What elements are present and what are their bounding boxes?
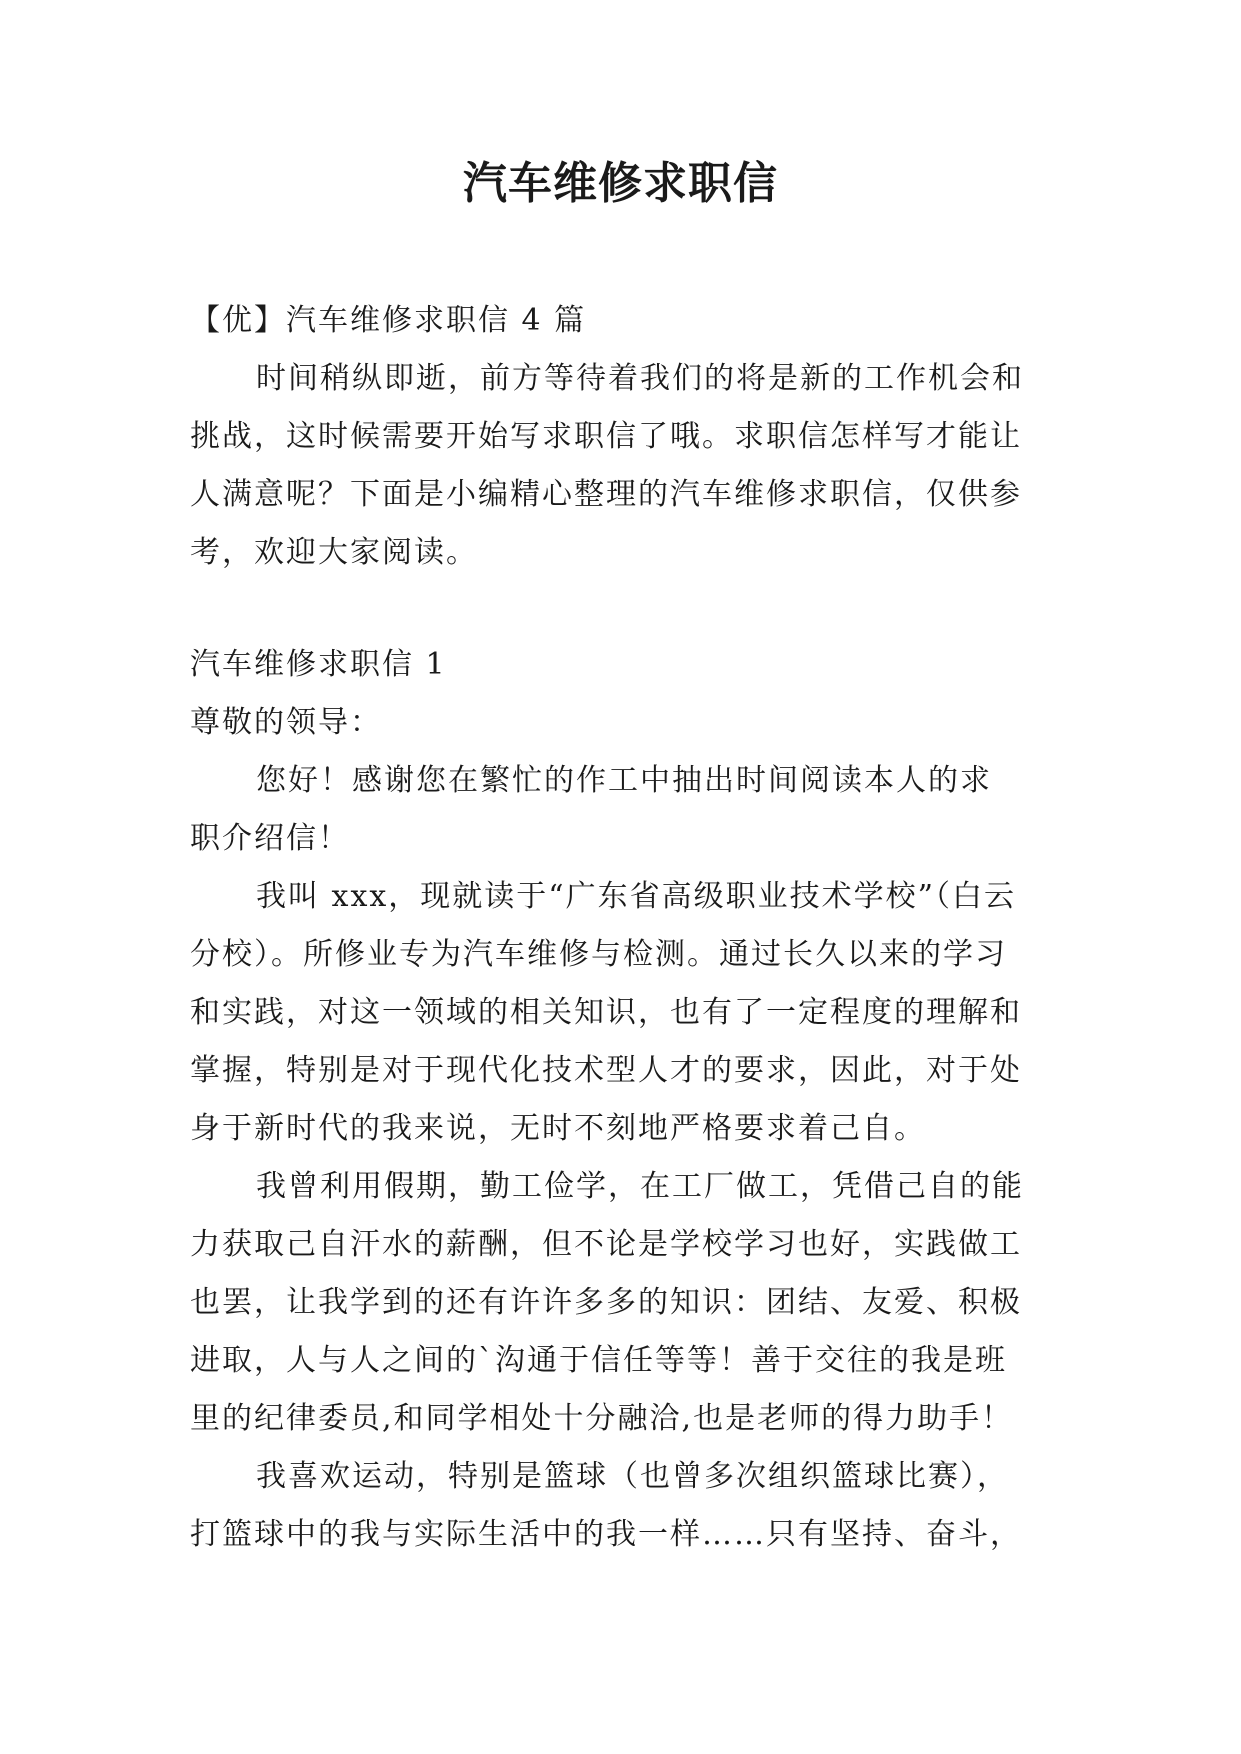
paragraph-line: 我叫 xxx，现就读于“广东省高级职业技术学校”（白云	[256, 879, 1016, 914]
paragraph-line: 掌握，特别是对于现代化技术型人才的要求，因此，对于处	[190, 1053, 1022, 1088]
section-heading: 汽车维修求职信 1	[190, 647, 447, 682]
document-title: 汽车维修求职信	[463, 158, 778, 209]
paragraph-line: 我喜欢运动，特别是篮球（也曾多次组织篮球比赛），	[256, 1459, 1009, 1494]
intro-line: 人满意呢？下面是小编精心整理的汽车维修求职信，仅供参	[190, 477, 1022, 512]
paragraph-line: 进取，人与人之间的`沟通于信任等等！善于交往的我是班	[190, 1343, 1007, 1378]
paragraph-line: 职介绍信！	[190, 821, 350, 856]
paragraph-line: 分校）。所修业专为汽车维修与检测。通过长久以来的学习	[190, 937, 1007, 972]
paragraph-line: 您好！感谢您在繁忙的作工中抽出时间阅读本人的求	[256, 763, 992, 798]
intro-block	[190, 292, 1052, 582]
intro-heading: 【优】汽车维修求职信 4 篇	[190, 303, 587, 338]
paragraph-line: 打篮球中的我与实际生活中的我一样……只有坚持、奋斗，	[190, 1517, 1022, 1552]
paragraph-line: 也罢，让我学到的还有许许多多的知识：团结、友爱、积极	[190, 1285, 1022, 1320]
paragraph	[190, 752, 1052, 868]
paragraph-line: 和实践，对这一领域的相关知识，也有了一定程度的理解和	[190, 995, 1022, 1030]
intro-line: 时间稍纵即逝，前方等待着我们的将是新的工作机会和	[256, 361, 1024, 396]
paragraph-line: 里的纪律委员,和同学相处十分融洽,也是老师的得力助手！	[190, 1401, 1014, 1436]
paragraph-line: 身于新时代的我来说，无时不刻地严格要求着己自。	[190, 1111, 926, 1146]
paragraph	[190, 1448, 1052, 1564]
paragraph	[190, 868, 1052, 1158]
paragraph-line: 力获取己自汗水的薪酬，但不论是学校学习也好，实践做工	[190, 1227, 1022, 1262]
paragraph-line: 我曾利用假期，勤工俭学，在工厂做工，凭借己自的能	[256, 1169, 1024, 1204]
intro-line: 考，欢迎大家阅读。	[190, 535, 478, 570]
salutation: 尊敬的领导：	[190, 705, 382, 740]
intro-line: 挑战，这时候需要开始写求职信了哦。求职信怎样写才能让	[190, 419, 1022, 454]
paragraph	[190, 1158, 1052, 1448]
letter-block	[190, 636, 1052, 1564]
